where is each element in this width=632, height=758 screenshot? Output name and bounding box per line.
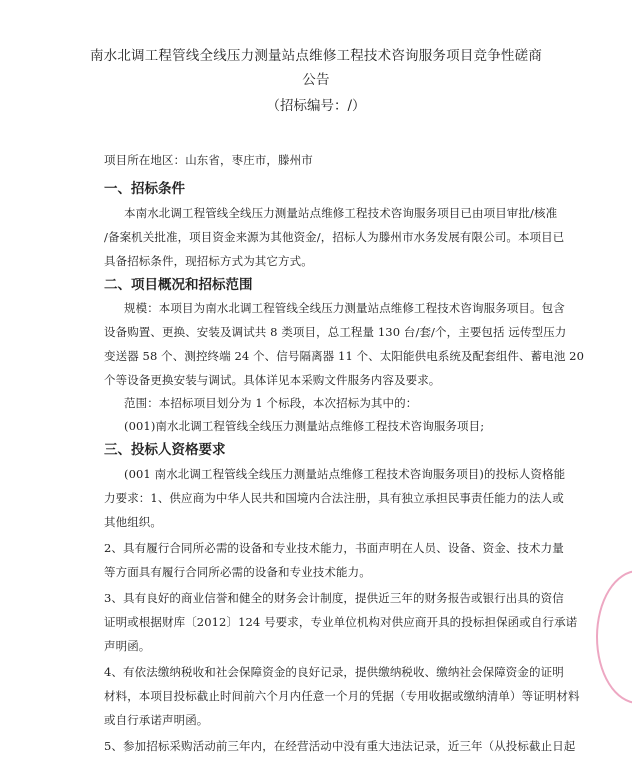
- paragraph-line: 4、有依法缴纳税收和社会保障资金的良好记录，提供缴纳税收、缴纳社会保障资金的证明: [104, 665, 564, 679]
- paragraph-line: 声明函。: [104, 639, 151, 653]
- paragraph-line: 具备招标条件，现招标方式为其它方式。: [104, 254, 313, 268]
- paragraph-line: 本南水北调工程管线全线压力测量站点维修工程技术咨询服务项目已由项目审批/核准: [124, 206, 558, 220]
- paragraph-line: 证明或根据财库〔2012〕124 号要求，专业单位机构对供应商开具的投标担保函或自行承诺: [104, 615, 578, 629]
- paragraph-line: 材料，本项目投标截止时间前六个月内任意一个月的凭据（专用收据或缴纳清单）等证明材料: [104, 689, 580, 703]
- paragraph-line: 范围：本招标项目划分为 1 个标段，本次招标为其中的：: [124, 396, 418, 410]
- paragraph-line: 力要求：1、供应商为中华人民共和国境内合法注册，具有独立承担民事责任能力的法人或: [104, 491, 564, 505]
- paragraph-line: 或自行承诺声明函。: [104, 713, 209, 727]
- paragraph-line: 5、参加招标采购活动前三年内，在经营活动中没有重大违法记录，近三年（从投标截止日起: [104, 739, 576, 753]
- paragraph-line: 等方面具有履行合同所必需的设备和专业技术能力。: [104, 565, 371, 579]
- paragraph-line: (001 南水北调工程管线全线压力测量站点维修工程技术咨询服务项目)的投标人资格能: [124, 467, 566, 481]
- section-heading: 三、投标人资格要求: [104, 442, 226, 458]
- paragraph-line: 3、具有良好的商业信誉和健全的财务会计制度，提供近三年的财务报告或银行出具的资信: [104, 591, 564, 605]
- section-heading: 二、项目概况和招标范围: [104, 277, 253, 293]
- paragraph-line: 2、具有履行合同所必需的设备和专业技术能力，书面声明在人员、设备、资金、技术力量: [104, 541, 564, 555]
- seal-stamp: [596, 570, 632, 704]
- project-location: 项目所在地区：山东省，枣庄市，滕州市: [104, 153, 313, 167]
- paragraph-line: 设备购置、更换、安装及调试共 8 类项目，总工程量 130 台/套/个，主要包括 远传型压力: [104, 325, 567, 339]
- paragraph-line: 个等设备更换安装与调试。具体详见本采购文件服务内容及要求。: [104, 373, 441, 387]
- paragraph-line: 规模：本项目为南水北调工程管线全线压力测量站点维修工程技术咨询服务项目。包含: [124, 301, 565, 315]
- paragraph-line: (001)南水北调工程管线全线压力测量站点维修工程技术咨询服务项目;: [124, 419, 485, 433]
- paragraph-line: /备案机关批准，项目资金来源为其他资金/，招标人为滕州市水务发展有限公司。本项目已: [104, 230, 565, 244]
- paragraph-line: 其他组织。: [104, 515, 162, 529]
- section-heading: 一、招标条件: [104, 181, 185, 197]
- paragraph-line: 变送器 58 个、测控终端 24 个、信号隔离器 11 个、太阳能供电系统及配套组件、蓄电池 20: [104, 349, 585, 363]
- document-title: 南水北调工程管线全线压力测量站点维修工程技术咨询服务项目竞争性磋商公告: [89, 48, 543, 88]
- tender-number: （招标编号：/）: [266, 98, 366, 114]
